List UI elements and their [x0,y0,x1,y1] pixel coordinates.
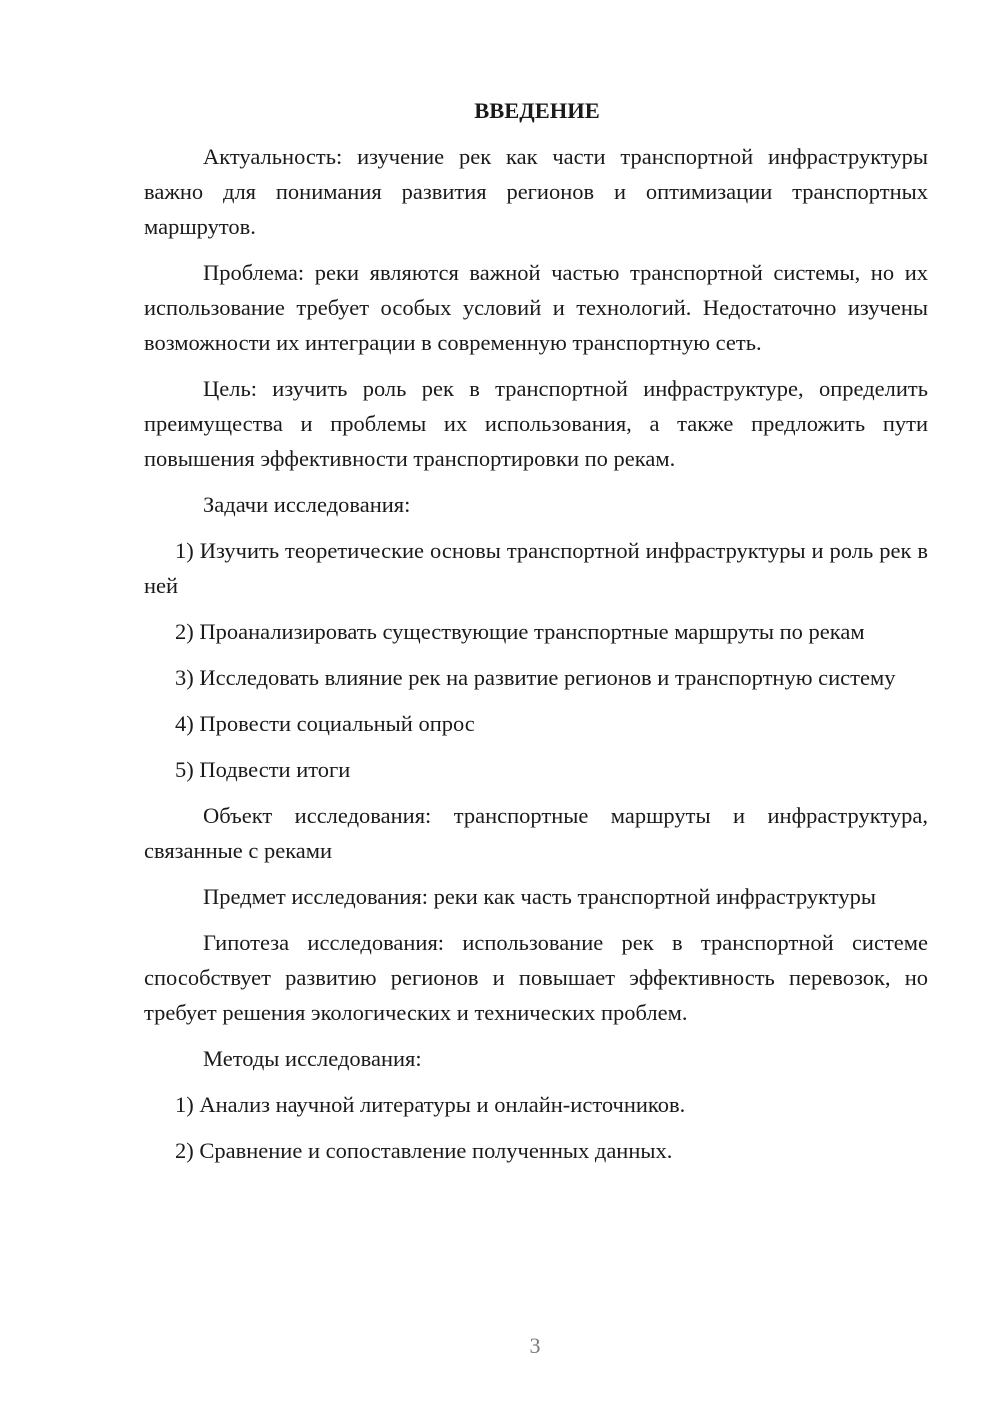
methods-heading: Методы исследования: [203,1046,422,1071]
task-item-3: 3) Исследовать влияние рек на развитие регионов и транспортную систему [175,665,896,690]
task-item-4: 4) Провести социальный опрос [175,711,475,736]
task-item-5: 5) Подвести итоги [175,757,351,782]
task-item-1: 1) Изучить теоретические основы транспортной инфраструктуры и роль рек в ней [144,538,928,598]
problem-paragraph: Проблема: реки являются важной частью транспортной системы, но их использование требует особых условий и технологий. Недостаточно изучены возможности их интеграции в современную транспортную сеть. [144,260,928,355]
page-title: ВВЕДЕНИЕ [474,98,600,123]
document-page [144,92,928,1179]
object-paragraph: Объект исследования: транспортные маршруты и инфраструктура, связанные с реками [144,803,928,863]
method-item-1: 1) Анализ научной литературы и онлайн-источников. [175,1092,686,1117]
page-number: 3 [529,1333,541,1358]
hypothesis-paragraph: Гипотеза исследования: использование рек в транспортной системе способствует развитию регионов и повышает эффективность перевозок, но требует решения экологических и технических проблем. [144,930,928,1025]
subject-paragraph: Предмет исследования: реки как часть транспортной инфраструктуры [203,884,876,909]
task-item-2: 2) Проанализировать существующие транспортные маршруты по рекам [175,619,865,644]
tasks-heading: Задачи исследования: [203,492,411,517]
goal-paragraph: Цель: изучить роль рек в транспортной инфраструктуре, определить преимущества и проблемы их использования, а также предложить пути повышения эффективности транспортировки по рекам. [144,376,928,471]
relevance-paragraph: Актуальность: изучение рек как части транспортной инфраструктуры важно для понимания развития регионов и оптимизации транспортных маршрутов. [144,144,928,239]
method-item-2: 2) Сравнение и сопоставление полученных данных. [175,1138,673,1163]
